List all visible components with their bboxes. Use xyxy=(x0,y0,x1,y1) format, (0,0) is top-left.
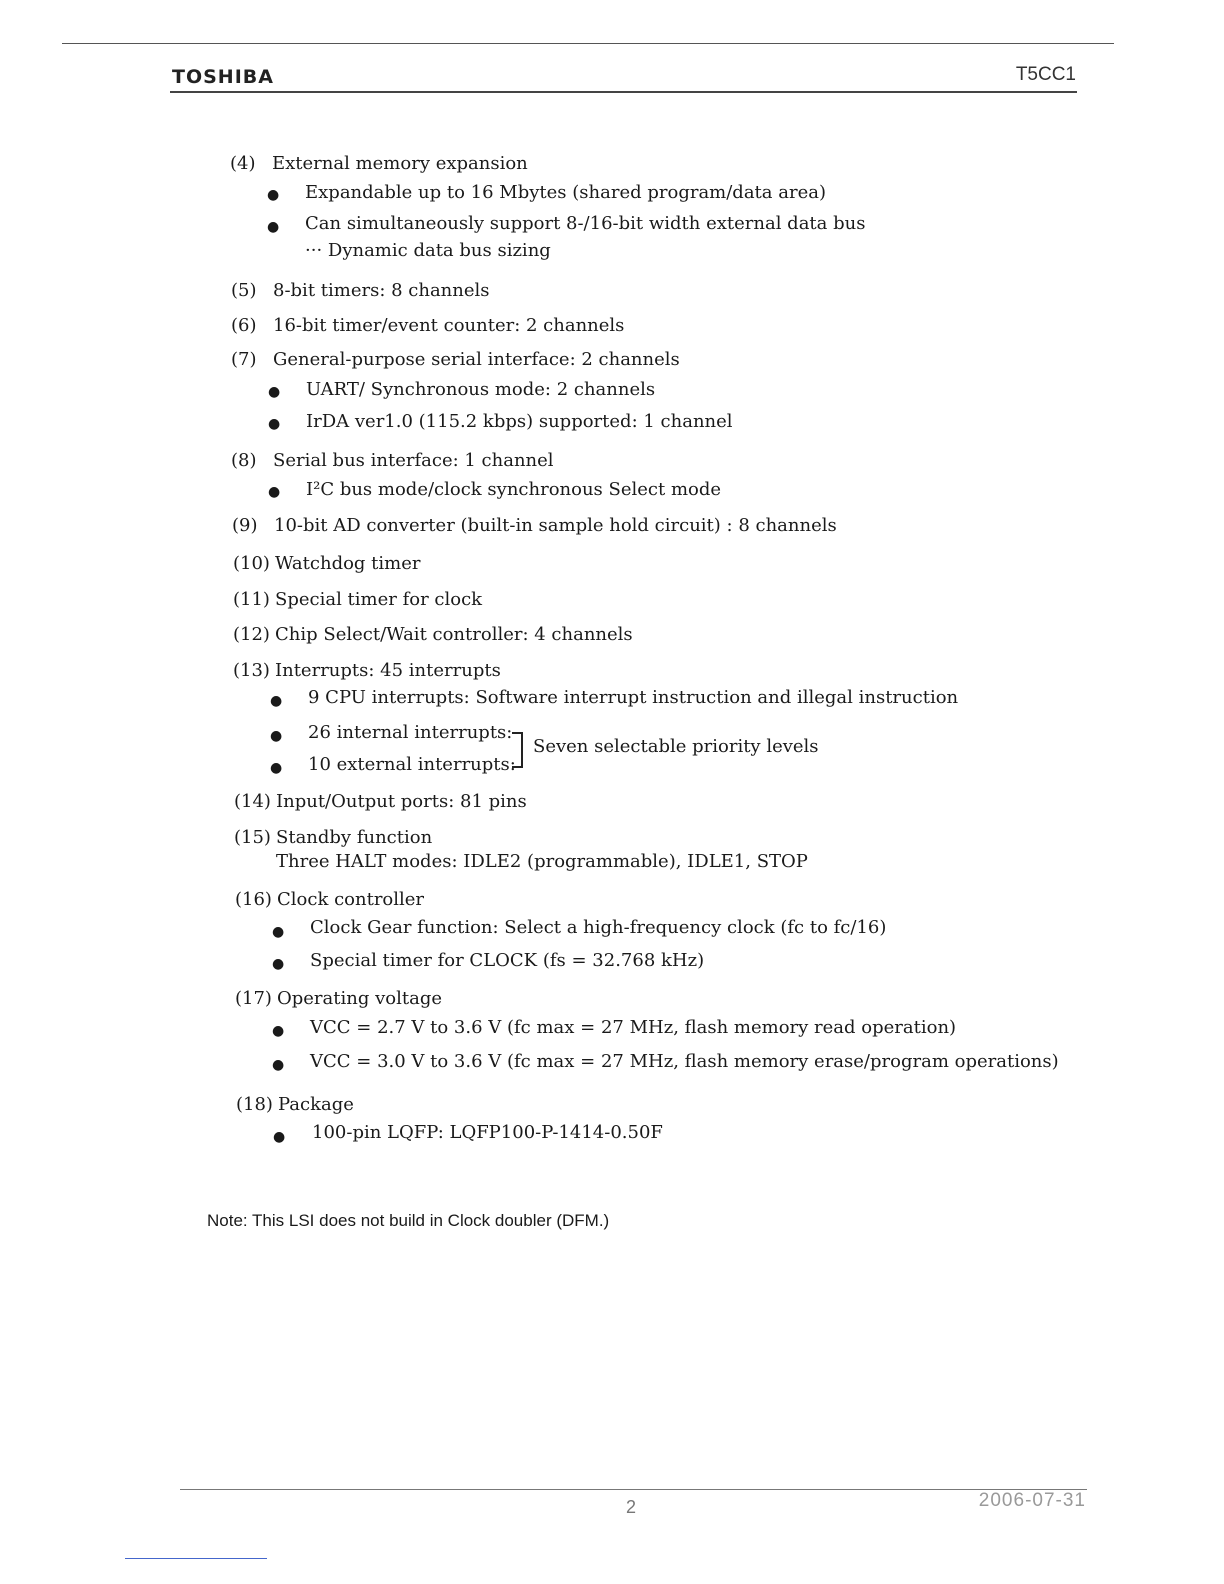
page-number: 2 xyxy=(626,1497,637,1517)
bullet-icon: ● xyxy=(270,728,283,744)
bullet-icon: ● xyxy=(267,219,280,235)
list-item: (7) General-purpose serial interface: 2 channels xyxy=(231,349,680,370)
list-item: (13) Interrupts: 45 interrupts xyxy=(233,660,501,681)
bullet-icon: ● xyxy=(268,384,281,400)
bullet-icon: ● xyxy=(272,924,285,940)
list-item: 100-pin LQFP: LQFP100-P-1414-0.50F xyxy=(312,1122,663,1143)
list-item: (11) Special timer for clock xyxy=(233,589,483,610)
bullet-icon: ● xyxy=(268,416,281,432)
bullet-icon: ● xyxy=(270,693,283,709)
toshiba-logo: TOSHIBA xyxy=(172,66,274,88)
list-item: UART/ Synchronous mode: 2 channels xyxy=(306,379,656,400)
list-item: VCC = 2.7 V to 3.6 V (fc max = 27 MHz, flash memory read operation) xyxy=(310,1017,957,1038)
list-item: Three HALT modes: IDLE2 (programmable), IDLE1, STOP xyxy=(276,851,808,872)
list-item: (10) Watchdog timer xyxy=(233,553,421,574)
list-item: (6) 16-bit timer/event counter: 2 channels xyxy=(231,315,625,336)
list-item: (8) Serial bus interface: 1 channel xyxy=(231,450,554,471)
bullet-icon: ● xyxy=(267,187,280,203)
list-item: Can simultaneously support 8-/16-bit width external data bus xyxy=(305,213,866,234)
document-id: T5CC1 xyxy=(1015,64,1076,85)
list-item: (17) Operating voltage xyxy=(235,988,442,1009)
bullet-icon: ● xyxy=(272,1057,285,1073)
bracket-icon xyxy=(512,732,523,768)
link-underline xyxy=(125,1558,267,1559)
bullet-icon: ● xyxy=(273,1129,286,1145)
top-rule xyxy=(62,43,1114,44)
list-item: (18) Package xyxy=(236,1094,354,1115)
list-item: ··· Dynamic data bus sizing xyxy=(305,240,551,261)
note-text: Note: This LSI does not build in Clock doubler (DFM.) xyxy=(207,1211,610,1230)
bullet-icon: ● xyxy=(270,760,283,776)
list-item: IrDA ver1.0 (115.2 kbps) supported: 1 channel xyxy=(306,411,733,432)
list-item: (16) Clock controller xyxy=(235,889,425,910)
list-item: (5) 8-bit timers: 8 channels xyxy=(231,280,490,301)
list-item: (12) Chip Select/Wait controller: 4 channels xyxy=(233,624,633,645)
list-item: Clock Gear function: Select a high-frequency clock (fc to fc/16) xyxy=(310,917,887,938)
header-rule xyxy=(170,91,1077,93)
list-item: I²C bus mode/clock synchronous Select mode xyxy=(306,479,722,500)
bullet-icon: ● xyxy=(272,1023,285,1039)
priority-levels-label: Seven selectable priority levels xyxy=(533,736,819,757)
list-item: (14) Input/Output ports: 81 pins xyxy=(234,791,527,812)
bullet-icon: ● xyxy=(268,484,281,500)
list-item: 9 CPU interrupts: Software interrupt instruction and illegal instruction xyxy=(308,687,959,708)
list-item: (9) 10-bit AD converter (built-in sample hold circuit) : 8 channels xyxy=(232,515,837,536)
list-item: (15) Standby function xyxy=(234,827,433,848)
list-item: 26 internal interrupts: xyxy=(308,722,513,743)
footer-date: 2006-07-31 xyxy=(978,1490,1086,1511)
list-item: (4) External memory expansion xyxy=(230,153,528,174)
footer-rule xyxy=(180,1489,1087,1490)
list-item: 10 external interrupts: xyxy=(308,754,516,775)
list-item: Expandable up to 16 Mbytes (shared program/data area) xyxy=(305,182,826,203)
bullet-icon: ● xyxy=(272,956,285,972)
list-item: VCC = 3.0 V to 3.6 V (fc max = 27 MHz, flash memory erase/program operations) xyxy=(310,1051,1059,1072)
list-item: Special timer for CLOCK (fs = 32.768 kHz) xyxy=(310,950,705,971)
